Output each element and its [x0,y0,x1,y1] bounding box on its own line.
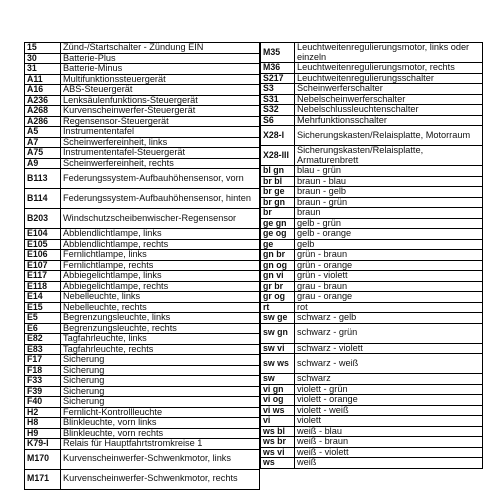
legend-left-code-cell: F33 [25,376,61,387]
legend-left-description-cell: Abbiegelichtlampe, rechts [61,281,260,292]
legend-right-code-cell: S31 [261,94,295,105]
legend-right-description-cell: Nebelschlussleuchtenschalter [295,105,483,116]
legend-left-row [25,137,260,148]
legend-right-description-cell: schwarz - gelb [295,313,483,324]
legend-right-description-cell: grün - orange [295,260,483,271]
legend-left-code-cell: A75 [25,148,61,159]
legend-right-description-cell: violett - weiß [295,405,483,416]
legend-right-row [261,63,483,74]
legend-right-code-cell: vi og [261,395,295,406]
legend-right-description-cell: Sicherungskasten/Relaisplatte, Armaturenbrett [295,146,483,166]
legend-right-code-cell: gn og [261,260,295,271]
legend-right-row [261,208,483,219]
legend-left-row [25,313,260,324]
legend-left-row [25,418,260,429]
legend-right-row [261,313,483,324]
legend-table-left-body [25,43,260,490]
legend-left-row [25,439,260,450]
legend-left-row [25,397,260,408]
legend-sheet [24,42,483,490]
legend-right-code-cell: S32 [261,105,295,116]
legend-left-row [25,95,260,106]
legend-left-description-cell: Fernlicht-Kontrollleuchte [61,407,260,418]
legend-left-description-cell: Abblendlichtlampe, links [61,229,260,240]
legend-left-code-cell: E6 [25,323,61,334]
legend-right-row [261,323,483,343]
legend-left-row [25,64,260,75]
legend-left-row [25,189,260,209]
legend-right-description-cell: rot [295,302,483,313]
legend-right-code-cell: ge gn [261,218,295,229]
legend-left-description-cell: Sicherung [61,355,260,366]
legend-right-code-cell: S217 [261,73,295,84]
legend-right-description-cell: weiß [295,458,483,469]
legend-right-description-cell: Leuchtweitenregulierungsmotor, rechts [295,63,483,74]
legend-right-row [261,126,483,146]
legend-left-row [25,43,260,54]
legend-right-row [261,176,483,187]
legend-left-description-cell: Regensensor-Steuergerät [61,116,260,127]
legend-left-row [25,260,260,271]
legend-right-description-cell: weiß - blau [295,426,483,437]
legend-left-code-cell: A236 [25,95,61,106]
legend-right-code-cell: sw vi [261,343,295,354]
legend-left-code-cell: E106 [25,250,61,261]
legend-right-row [261,426,483,437]
legend-right-description-cell: violett - orange [295,395,483,406]
legend-right-code-cell: ge og [261,229,295,240]
legend-left-code-cell: A286 [25,116,61,127]
legend-right-code-cell: gr og [261,292,295,303]
legend-right-code-cell: M36 [261,63,295,74]
legend-left-row [25,169,260,189]
legend-right-row [261,458,483,469]
legend-right-description-cell: Leuchtweitenregulierungsschalter [295,73,483,84]
legend-left-row [25,334,260,345]
legend-left-row [25,148,260,159]
legend-right-description-cell: gelb [295,239,483,250]
legend-left-code-cell: F39 [25,386,61,397]
legend-left-code-cell: A9 [25,158,61,169]
legend-left-code-cell: E15 [25,302,61,313]
legend-right-description-cell: gelb - orange [295,229,483,240]
legend-left-description-cell: Federungssystem-Aufbauhöhensensor, vorn [61,169,260,189]
legend-left-row [25,127,260,138]
legend-right-row [261,437,483,448]
legend-right-row [261,302,483,313]
legend-left-description-cell: Nebelleuchte, rechts [61,302,260,313]
legend-left-row [25,209,260,229]
legend-right-row [261,218,483,229]
legend-left-row [25,116,260,127]
legend-right-description-cell: gelb - grün [295,218,483,229]
legend-left-code-cell: A7 [25,137,61,148]
legend-left-code-cell: H9 [25,428,61,439]
legend-left-code-cell: 30 [25,53,61,64]
legend-right-row [261,105,483,116]
legend-left-code-cell: A268 [25,106,61,117]
legend-right-row [261,354,483,374]
legend-right-code-cell: br gn [261,197,295,208]
legend-left-code-cell: B203 [25,209,61,229]
legend-left-description-cell: Abblendlichtlampe, rechts [61,239,260,250]
legend-left-description-cell: Batterie-Plus [61,53,260,64]
legend-left-row [25,469,260,489]
legend-left-code-cell: F18 [25,365,61,376]
legend-right-row [261,384,483,395]
legend-right-code-cell: vi ws [261,405,295,416]
legend-left-row [25,428,260,439]
legend-right-description-cell: Mehrfunktionsschalter [295,115,483,126]
legend-left-code-cell: F40 [25,397,61,408]
legend-left-row [25,376,260,387]
legend-right-code-cell: sw [261,374,295,385]
legend-right-description-cell: weiß - braun [295,437,483,448]
legend-right-description-cell: schwarz - grün [295,323,483,343]
legend-right-row [261,405,483,416]
legend-right-description-cell: violett - grün [295,384,483,395]
legend-left-row [25,386,260,397]
legend-left-description-cell: Instrumententafel-Steuergerät [61,148,260,159]
legend-right-row [261,281,483,292]
legend-right-row [261,94,483,105]
legend-left-code-cell: K79-I [25,439,61,450]
legend-right-row [261,271,483,282]
legend-left-description-cell: Sicherung [61,386,260,397]
legend-right-description-cell: grün - braun [295,250,483,261]
legend-left-row [25,281,260,292]
legend-right-row [261,260,483,271]
legend-left-description-cell: Blinkleuchte, vorn rechts [61,428,260,439]
legend-left-description-cell: Kurvenscheinwerfer-Schwenkmotor, links [61,449,260,469]
legend-right-code-cell: S3 [261,84,295,95]
legend-right-description-cell: braun [295,208,483,219]
legend-right-description-cell: schwarz [295,374,483,385]
legend-left-row [25,344,260,355]
legend-left-code-cell: A5 [25,127,61,138]
legend-left-code-cell: E105 [25,239,61,250]
legend-right-code-cell: ge [261,239,295,250]
legend-left-code-cell: E118 [25,281,61,292]
legend-right-code-cell: rt [261,302,295,313]
legend-right-description-cell: schwarz - violett [295,343,483,354]
legend-right-code-cell: sw ws [261,354,295,374]
legend-left-code-cell: 15 [25,43,61,54]
legend-table-left [24,42,260,490]
legend-left-description-cell: Abbiegelichtlampe, links [61,271,260,282]
legend-left-description-cell: Begrenzungsleuchte, links [61,313,260,324]
legend-right-row [261,395,483,406]
legend-left-code-cell: E117 [25,271,61,282]
legend-left-description-cell: Relais für Hauptfahrtstromkreise 1 [61,439,260,450]
legend-right-code-cell: vi [261,416,295,427]
legend-left-code-cell: E14 [25,292,61,303]
legend-left-description-cell: Fernlichtlampe, rechts [61,260,260,271]
legend-left-description-cell: Federungssystem-Aufbauhöhensensor, hinten [61,189,260,209]
legend-right-row [261,187,483,198]
legend-right-row [261,239,483,250]
legend-left-code-cell: E83 [25,344,61,355]
legend-right-description-cell: Nebelscheinwerferschalter [295,94,483,105]
legend-right-description-cell: braun - grün [295,197,483,208]
legend-right-description-cell: schwarz - weiß [295,354,483,374]
legend-left-code-cell: E5 [25,313,61,324]
legend-right-row [261,416,483,427]
legend-right-row [261,250,483,261]
legend-right-code-cell: br ge [261,187,295,198]
legend-left-description-cell: Begrenzungsleuchte, rechts [61,323,260,334]
legend-left-description-cell: Sicherung [61,365,260,376]
legend-left-description-cell: Zünd-/Startschalter - Zündung EIN [61,43,260,54]
legend-left-description-cell: ABS-Steuergerät [61,85,260,96]
legend-left-row [25,229,260,240]
legend-left-row [25,53,260,64]
legend-left-code-cell: A11 [25,74,61,85]
legend-left-row [25,323,260,334]
legend-left-description-cell: Batterie-Minus [61,64,260,75]
legend-right-code-cell: sw gn [261,323,295,343]
legend-right-description-cell: grün - violett [295,271,483,282]
legend-left-row [25,85,260,96]
legend-left-row [25,158,260,169]
legend-left-row [25,449,260,469]
legend-left-code-cell: E82 [25,334,61,345]
legend-right-description-cell: Sicherungskasten/Relaisplatte, Motorraum [295,126,483,146]
legend-right-code-cell: br [261,208,295,219]
legend-left-code-cell: F17 [25,355,61,366]
legend-right-code-cell: gr br [261,281,295,292]
legend-table-right [260,42,483,469]
legend-right-description-cell: braun - gelb [295,187,483,198]
legend-right-description-cell: Leuchtweitenregulierungsmotor, links oder einzeln [295,43,483,63]
legend-right-row [261,447,483,458]
legend-right-row [261,229,483,240]
legend-right-row [261,115,483,126]
legend-right-code-cell: S6 [261,115,295,126]
legend-right-row [261,146,483,166]
legend-left-code-cell: A16 [25,85,61,96]
legend-right-description-cell: Scheinwerferschalter [295,84,483,95]
legend-left-row [25,407,260,418]
legend-left-code-cell: E107 [25,260,61,271]
legend-left-description-cell: Kurvenscheinwerfer-Steuergerät [61,106,260,117]
legend-right-code-cell: br bl [261,176,295,187]
legend-right-code-cell: vi gn [261,384,295,395]
legend-left-description-cell: Kurvenscheinwerfer-Schwenkmotor, rechts [61,469,260,489]
legend-right-description-cell: weiß - violett [295,447,483,458]
legend-left-code-cell: M170 [25,449,61,469]
legend-left-description-cell: Tagfahrleuchte, rechts [61,344,260,355]
legend-table-right-body [261,43,483,469]
legend-left-description-cell: Lenksäulenfunktions-Steuergerät [61,95,260,106]
legend-left-row [25,239,260,250]
legend-right-description-cell: blau - grün [295,166,483,177]
legend-left-description-cell: Fernlichtlampe, links [61,250,260,261]
legend-left-row [25,271,260,282]
legend-right-description-cell: grau - orange [295,292,483,303]
legend-left-code-cell: B114 [25,189,61,209]
legend-left-description-cell: Instrumententafel [61,127,260,138]
legend-left-code-cell: H2 [25,407,61,418]
legend-right-code-cell: ws br [261,437,295,448]
legend-right-row [261,43,483,63]
legend-right-code-cell: ws vi [261,447,295,458]
legend-left-code-cell: H8 [25,418,61,429]
legend-left-code-cell: M171 [25,469,61,489]
legend-left-description-cell: Blinkleuchte, vorn links [61,418,260,429]
legend-right-code-cell: X28-III [261,146,295,166]
legend-right-code-cell: ws bl [261,426,295,437]
legend-right-code-cell: M35 [261,43,295,63]
legend-right-description-cell: violett [295,416,483,427]
legend-right-description-cell: grau - braun [295,281,483,292]
legend-right-code-cell: X28-I [261,126,295,146]
legend-right-description-cell: braun - blau [295,176,483,187]
legend-right-code-cell: gn br [261,250,295,261]
legend-left-code-cell: B113 [25,169,61,189]
legend-left-row [25,365,260,376]
legend-right-code-cell: sw ge [261,313,295,324]
legend-right-row [261,73,483,84]
legend-right-code-cell: bl gn [261,166,295,177]
legend-left-description-cell: Nebelleuchte, links [61,292,260,303]
legend-left-row [25,250,260,261]
legend-left-row [25,292,260,303]
legend-left-row [25,302,260,313]
legend-left-row [25,106,260,117]
legend-left-code-cell: 31 [25,64,61,75]
legend-left-description-cell: Tagfahrleuchte, links [61,334,260,345]
legend-right-code-cell: ws [261,458,295,469]
legend-left-row [25,355,260,366]
legend-left-description-cell: Scheinwerfereinheit, links [61,137,260,148]
legend-left-description-cell: Sicherung [61,376,260,387]
legend-right-row [261,343,483,354]
legend-right-row [261,166,483,177]
legend-right-row [261,197,483,208]
legend-left-description-cell: Scheinwerfereinheit, rechts [61,158,260,169]
legend-left-row [25,74,260,85]
legend-right-row [261,292,483,303]
legend-right-code-cell: gn vi [261,271,295,282]
legend-left-description-cell: Windschutzscheibenwischer-Regensensor [61,209,260,229]
legend-left-description-cell: Sicherung [61,397,260,408]
legend-left-description-cell: Multifunktionssteuergerät [61,74,260,85]
legend-right-row [261,374,483,385]
legend-left-code-cell: E104 [25,229,61,240]
legend-right-row [261,84,483,95]
